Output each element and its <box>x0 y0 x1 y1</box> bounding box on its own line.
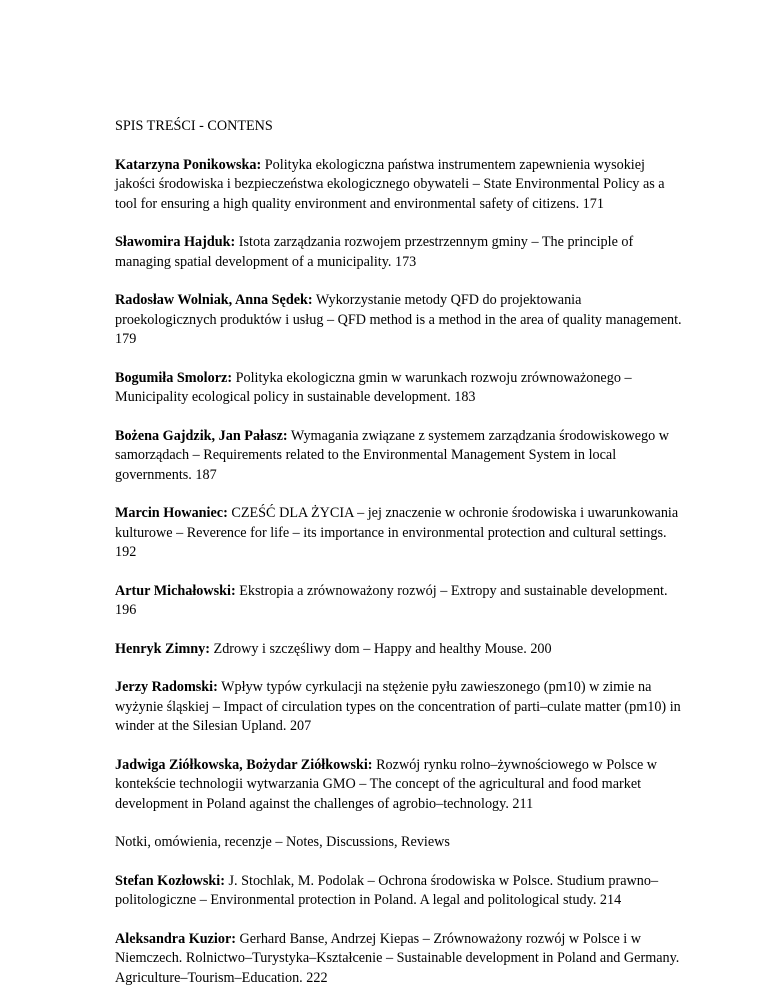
review-entry <box>115 872 685 911</box>
toc-entry <box>115 233 685 272</box>
entry-authors: Marcin Howaniec: <box>115 505 228 521</box>
toc-entry <box>115 291 685 350</box>
entry-text: Istota zarządzania rozwojem przestrzennym gminy – The principle of managing spatial development of a municipality. 173 <box>115 234 634 270</box>
table-of-contents <box>115 117 685 1007</box>
page-title: SPIS TREŚCI - CONTENS <box>115 118 273 134</box>
entry-authors: Jerzy Radomski: <box>115 679 218 695</box>
entry-authors: Bożena Gajdzik, Jan Pałasz: <box>115 427 288 444</box>
entry-authors: Stefan Kozłowski: <box>115 872 225 889</box>
toc-entry <box>115 756 685 815</box>
entry-authors: Jadwiga Ziółkowska, Bożydar Ziółkowski: <box>115 756 373 773</box>
entry-text: Wykorzystanie metody QFD do projektowania proekologicznych produktów i usług – QFD method is a method in the area of quality management. 179 <box>115 292 682 347</box>
entry-authors: Bogumiła Smolorz: <box>115 369 233 386</box>
toc-entry <box>115 427 685 486</box>
entry-text: Polityka ekologiczna gmin w warunkach rozwoju zrównoważonego – Municipality ecological policy in sustainable development. 183 <box>115 369 632 405</box>
toc-entry <box>115 582 685 621</box>
entry-authors: Henryk Zimny: <box>115 640 210 657</box>
entry-authors: Aleksandra Kuzior: <box>115 930 236 947</box>
entry-text: Zdrowy i szczęśliwy dom – Happy and healthy Mouse. 200 <box>209 640 552 657</box>
section-heading: Notki, omówienia, recenzje – Notes, Discussions, Reviews <box>115 834 450 850</box>
toc-entry <box>115 369 685 408</box>
entry-text: Polityka ekologiczna państwa instrumentem zapewnienia wysokiej jakości środowiska i bezpieczeństwa ekologicznego obywateli – State Environmental Policy as a tool for ensuring a high quality environment and environmental safety of citizens. 171 <box>115 156 665 212</box>
toc-entry <box>115 504 685 563</box>
entry-text: Ekstropia a zrównoważony rozwój – Extropy and sustainable development. 196 <box>115 582 668 618</box>
entry-text: Rozwój rynku rolno–żywnościowego w Polsce w kontekście technologii wytwarzania GMO – The concept of the agricultural and food market development in Poland against the challenges of agrobio–technology. 211 <box>115 756 658 812</box>
entry-text: J. Stochlak, M. Podolak – Ochrona środowiska w Polsce. Studium prawno–politologiczne – Environmental protection in Poland. A legal and politological study. 214 <box>115 872 659 908</box>
toc-entry <box>115 156 685 215</box>
review-entry <box>115 930 685 989</box>
entry-text: CZEŚĆ DLA ŻYCIA – jej znaczenie w ochronie środowiska i uwarunkowania kulturowe – Reverence for life – its importance in environmental protection and cultural settings. 192 <box>115 505 679 560</box>
entry-authors: Sławomira Hajduk: <box>115 234 236 250</box>
entry-authors: Katarzyna Ponikowska: <box>115 156 262 173</box>
entry-authors: Artur Michałowski: <box>115 582 236 599</box>
toc-entry <box>115 640 685 660</box>
entry-text: Wpływ typów cyrkulacji na stężenie pyłu zawieszonego (pm10) w zimie na wyżynie śląskiej – Impact of circulation types on the concentration of parti–culate matter (pm10) in winder at the Silesian Upland. 207 <box>115 679 681 734</box>
entry-text: Wymagania związane z systemem zarządzania środowiskowego w samorządach – Requirements related to the Environmental Management System in local governments. 187 <box>115 427 670 483</box>
entry-authors: Radosław Wolniak, Anna Sędek: <box>115 292 313 308</box>
entry-text: Gerhard Banse, Andrzej Kiepas – Zrównoważony rozwój w Polsce i w Niemczech. Rolnictwo–Turystyka–Kształcenie – Sustainable development in Poland and Germany. Agriculture–Tourism–Education. 222 <box>115 930 680 986</box>
toc-entry <box>115 678 685 737</box>
